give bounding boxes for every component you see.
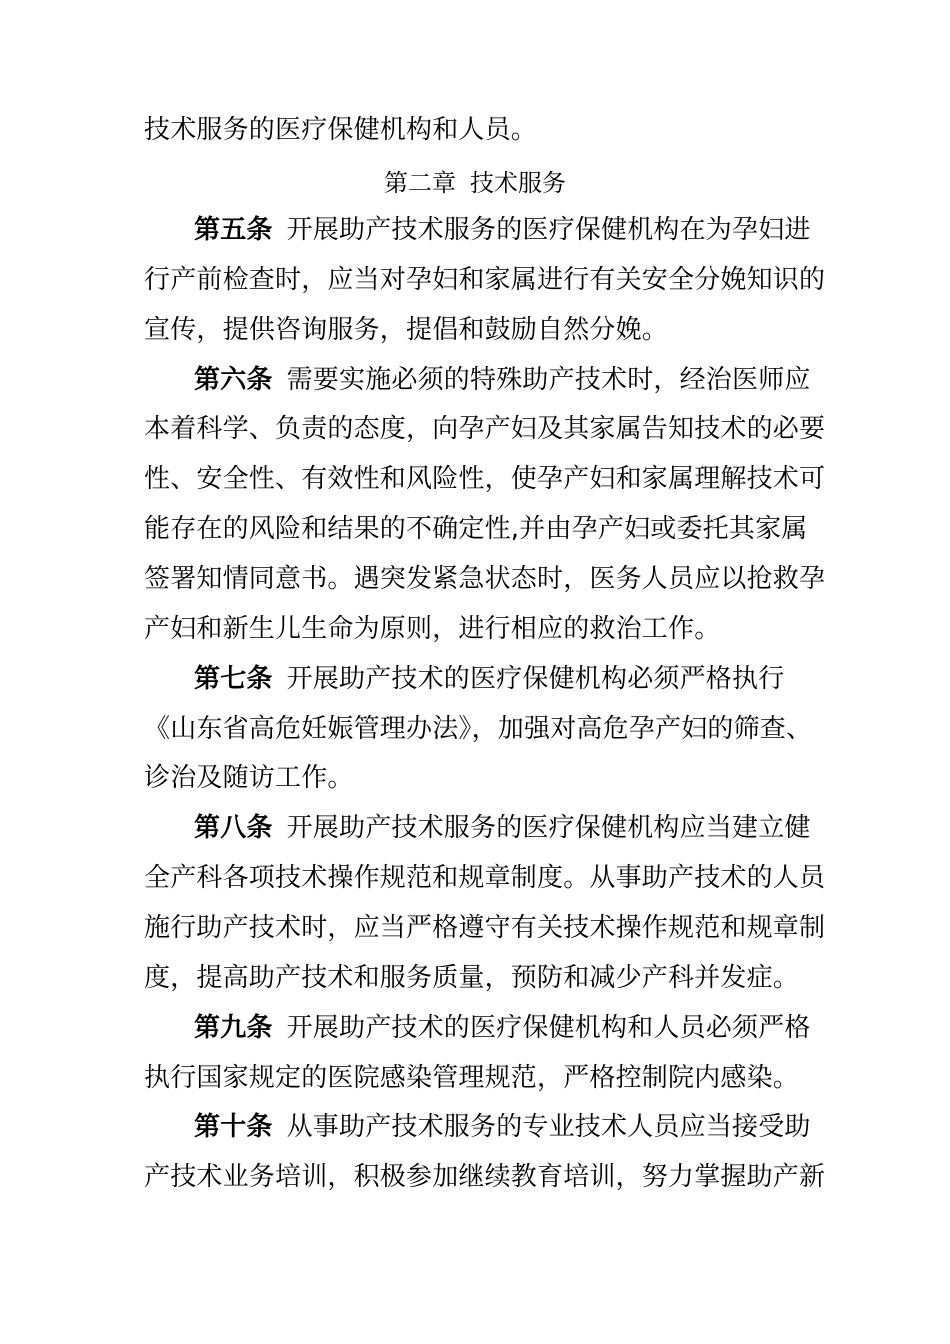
article-9-text: 开展助产技术的医疗保健机构和人员必须严格 [286, 1013, 811, 1043]
article-5-number: 第五条 [194, 215, 273, 245]
continuation-line: 技术服务的医疗保健机构和人员。 [144, 115, 538, 145]
article-6-text: 需要实施必须的特殊助产技术时，经治医师应 [286, 365, 811, 395]
article-8-line-4: 度，提高助产技术和服务质量，预防和减少产科并发症。 [144, 963, 800, 993]
article-5-line-1 [194, 214, 811, 246]
article-7-line-3: 诊治及随访工作。 [144, 763, 354, 793]
article-8-line-1 [194, 812, 811, 844]
article-7-text: 开展助产技术的医疗保健机构必须严格执行 [286, 664, 785, 694]
article-7-line-2: 《山东省高危妊娠管理办法》，加强对高危孕产妇的筛查、 [144, 714, 813, 744]
article-5-line-3: 宣传，提供咨询服务，提倡和鼓励自然分娩。 [144, 315, 669, 345]
article-6-line-4: 能存在的风险和结果的不确定性,并由孕产妇或委托其家属 [144, 514, 808, 544]
article-5-line-2: 行产前检查时，应当对孕妇和家属进行有关安全分娩知识的 [144, 265, 826, 295]
article-10-line-1 [194, 1111, 811, 1143]
chapter-number: 第二章 [384, 169, 456, 197]
article-10-number: 第十条 [194, 1112, 273, 1142]
chapter-heading [0, 168, 950, 198]
article-6-line-3: 性、安全性、有效性和风险性，使孕产妇和家属理解技术可 [144, 464, 826, 494]
article-9-number: 第九条 [194, 1013, 273, 1043]
article-10-line-2: 产技术业务培训，积极参加继续教育培训，努力掌握助产新 [144, 1162, 826, 1192]
chapter-title: 技术服务 [470, 169, 566, 197]
article-8-text: 开展助产技术服务的医疗保健机构应当建立健 [286, 813, 811, 843]
article-7-number: 第七条 [194, 664, 273, 694]
article-6-line-5: 签署知情同意书。遇突发紧急状态时，医务人员应以抢救孕 [144, 564, 826, 594]
article-10-text: 从事助产技术服务的专业技术人员应当接受助 [286, 1112, 811, 1142]
article-6-line-1 [194, 364, 811, 396]
article-9-line-2: 执行国家规定的医院感染管理规范，严格控制院内感染。 [144, 1063, 800, 1093]
article-8-line-2: 全产科各项技术操作规范和规章制度。从事助产技术的人员 [144, 863, 826, 893]
article-5-text: 开展助产技术服务的医疗保健机构在为孕妇进 [286, 215, 811, 245]
article-9-line-1 [194, 1012, 811, 1044]
article-6-line-6: 产妇和新生儿生命为原则，进行相应的救治工作。 [144, 614, 721, 644]
article-6-line-2: 本着科学、负责的态度，向孕产妇及其家属告知技术的必要 [144, 414, 826, 444]
article-8-line-3: 施行助产技术时，应当严格遵守有关技术操作规范和规章制 [144, 913, 826, 943]
article-8-number: 第八条 [194, 813, 273, 843]
article-7-line-1 [194, 663, 784, 695]
article-6-number: 第六条 [194, 365, 273, 395]
